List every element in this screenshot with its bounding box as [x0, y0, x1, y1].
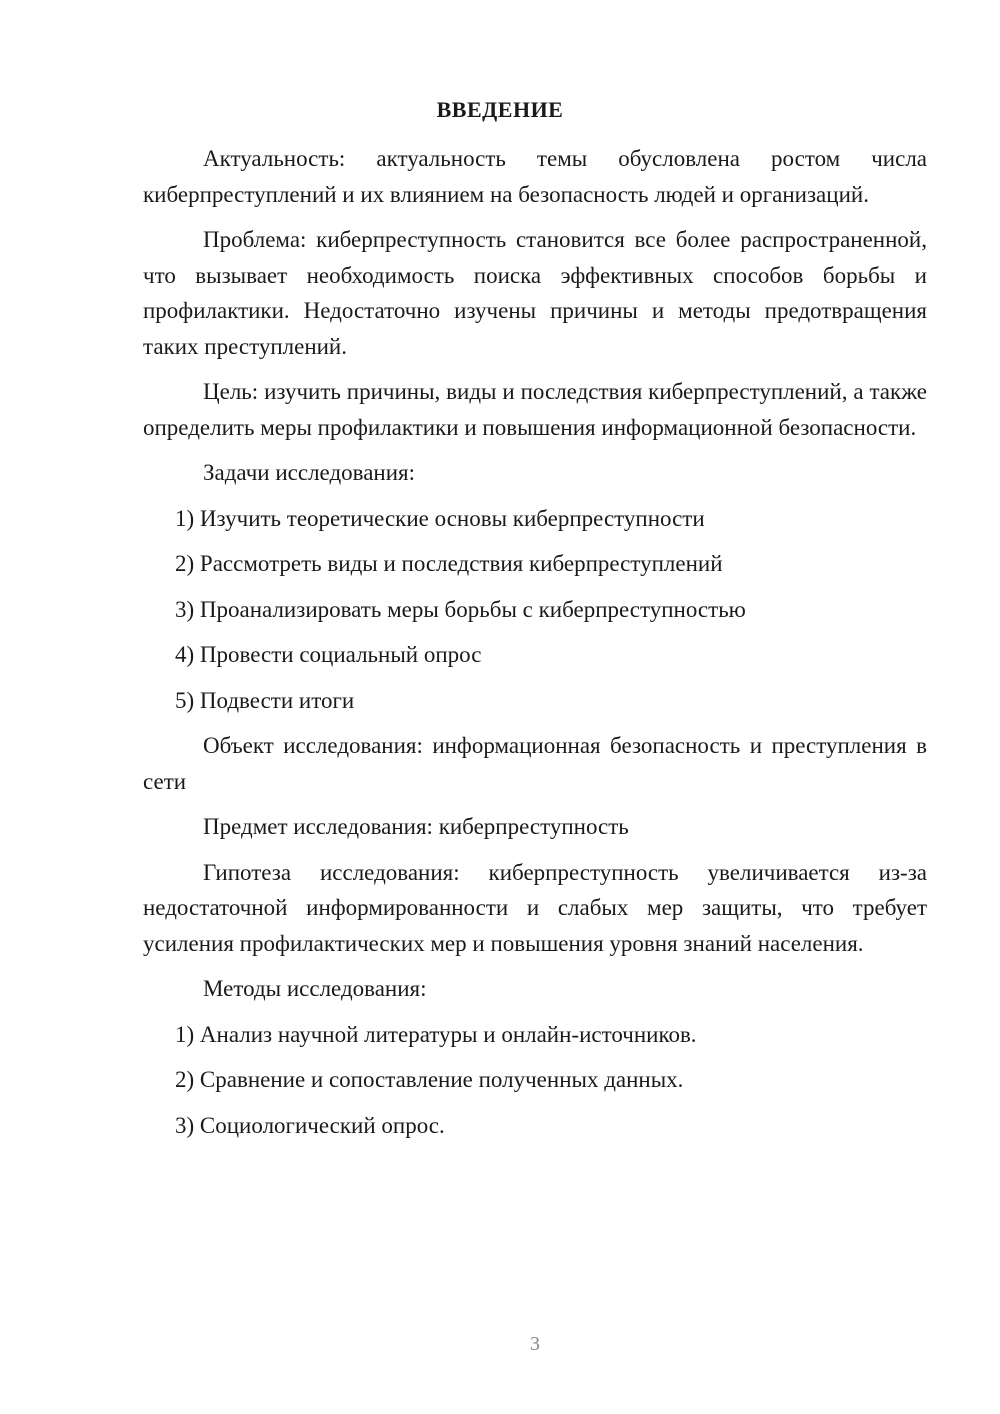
- hypothesis-paragraph: Гипотеза исследования: киберпреступность увеличивается из-за недостаточной информированности и слабых мер защиты, что требует усиления профилактических мер и повышения уровня знаний населения.: [143, 859, 927, 956]
- method-item: 2) Сравнение и сопоставление полученных данных.: [175, 1067, 684, 1092]
- problem-paragraph: Проблема: киберпреступность становится все более распространенной, что вызывает необходимость поиска эффективных способов борьбы и профилактики. Недостаточно изучены причины и методы предотвращения таких преступлений.: [143, 227, 927, 359]
- method-item: 1) Анализ научной литературы и онлайн-источников.: [175, 1021, 697, 1047]
- task-item: 3) Проанализировать меры борьбы с киберпреступностью: [175, 596, 746, 622]
- object-paragraph: Объект исследования: информационная безопасность и преступления в сети: [143, 733, 927, 794]
- subject-paragraph: Предмет исследования: киберпреступность: [203, 814, 629, 839]
- page-number: 3: [530, 1333, 540, 1355]
- goal-paragraph: Цель: изучить причины, виды и последствия киберпреступлений, а также определить меры профилактики и повышения информационной безопасности.: [143, 379, 927, 440]
- task-item: 4) Провести социальный опрос: [175, 642, 482, 667]
- task-item: 1) Изучить теоретические основы киберпреступности: [175, 505, 705, 531]
- relevance-paragraph: Актуальность: актуальность темы обусловлена ростом числа киберпреступлений и их влиянием на безопасность людей и организаций.: [143, 146, 927, 207]
- task-item: 5) Подвести итоги: [175, 687, 355, 713]
- method-item: 3) Социологический опрос.: [175, 1112, 445, 1138]
- methods-heading: Методы исследования:: [203, 976, 427, 1001]
- section-title: ВВЕДЕНИЕ: [436, 97, 564, 122]
- tasks-heading: Задачи исследования:: [203, 460, 416, 485]
- document-body: [143, 141, 927, 1153]
- task-item: 2) Рассмотреть виды и последствия киберпреступлений: [175, 551, 723, 576]
